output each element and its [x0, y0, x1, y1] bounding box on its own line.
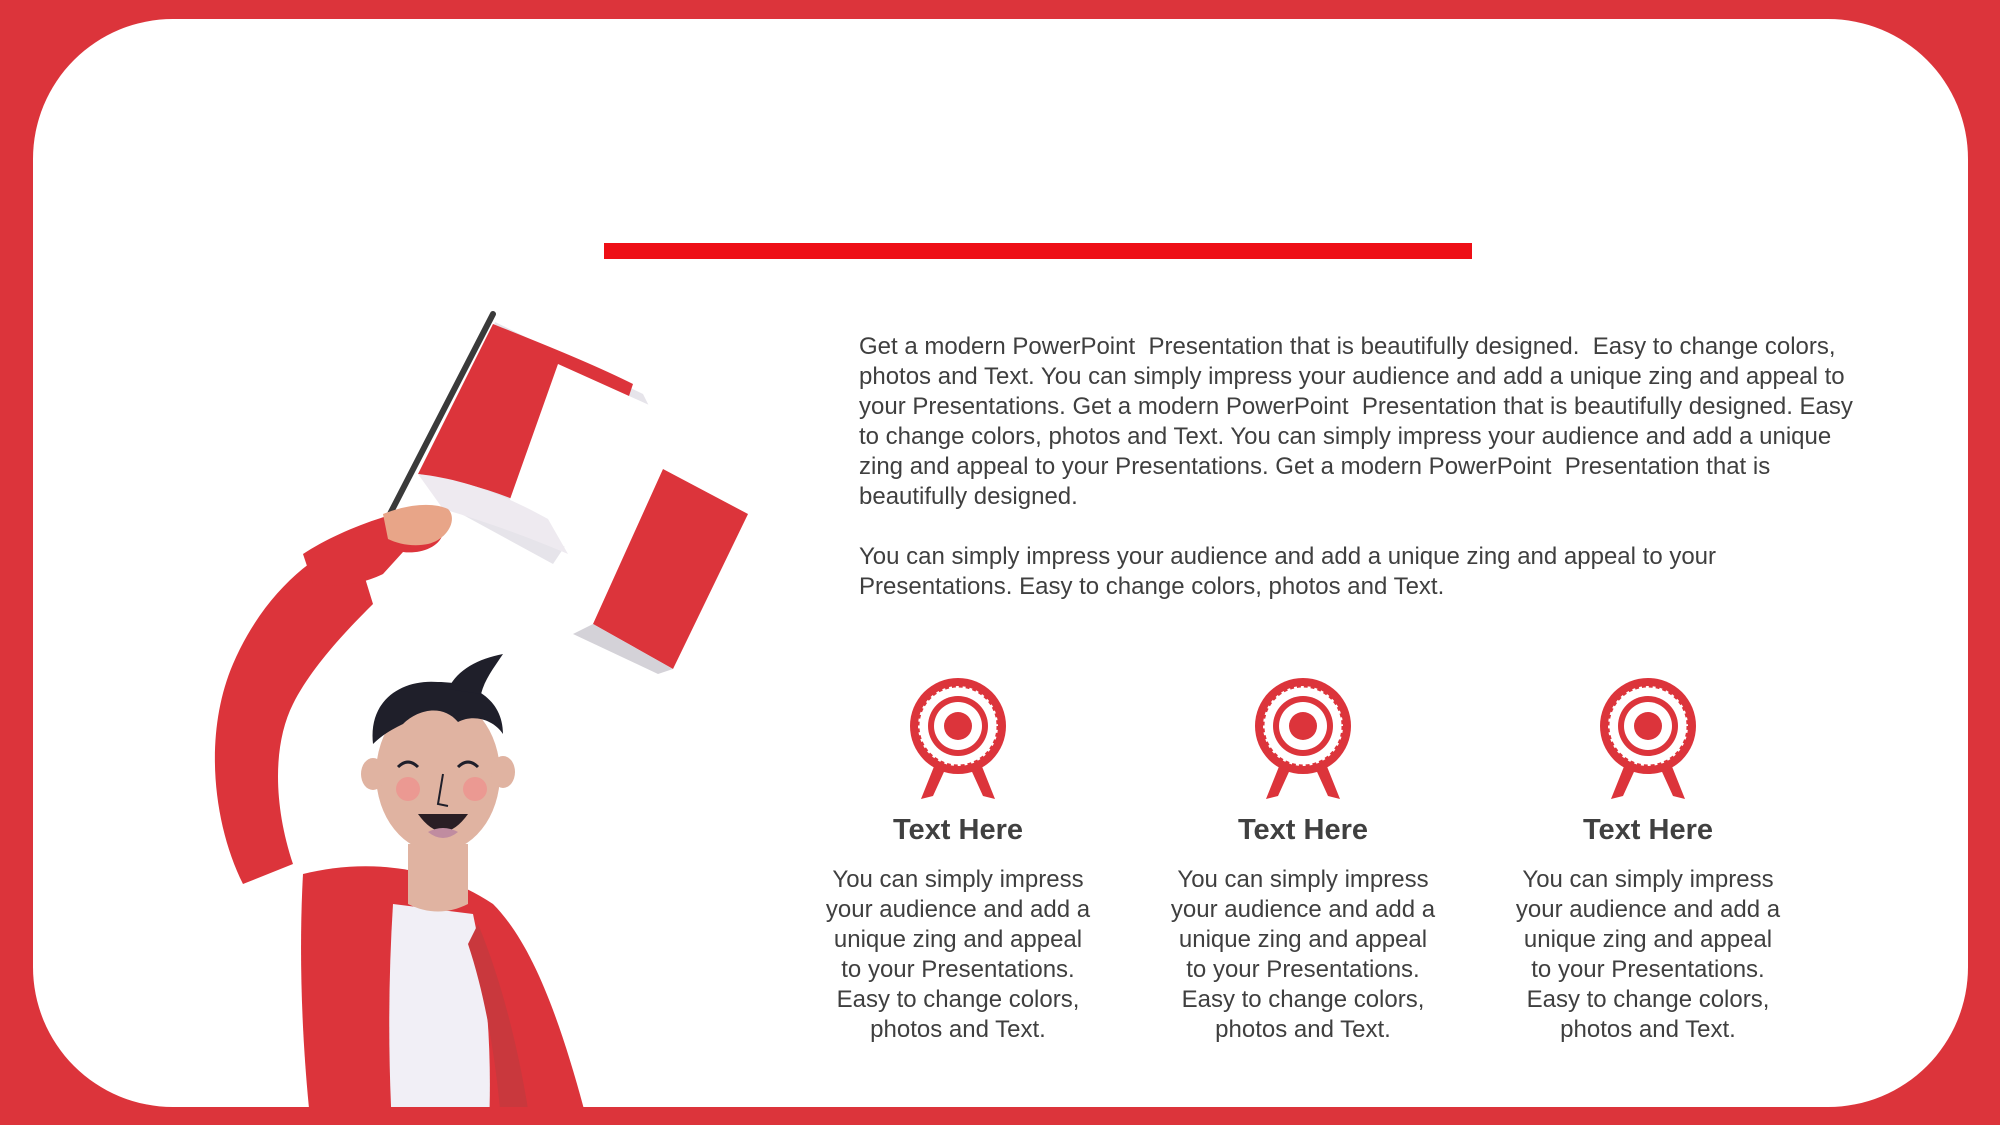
rosette-icon: [1248, 674, 1358, 804]
slide-card: [33, 19, 1968, 1107]
feature-title-3: Text Here: [1582, 814, 1714, 846]
rosette-icon: [1593, 674, 1703, 804]
feature-body-2: You can simply impress your audience and add a unique zing and appeal to your Presentations. Easy to change colors, photos and Text.: [1170, 866, 1436, 1043]
man-waving-flag-illustration: [203, 304, 803, 1107]
feature-body-3: You can simply impress your audience and add a unique zing and appeal to your Presentations. Easy to change colors, photos and Text.: [1515, 866, 1781, 1043]
feature-title-1: Text Here: [892, 814, 1024, 846]
feature-body-1: You can simply impress your audience and add a unique zing and appeal to your Presentations. Easy to change colors, photos and Text.: [825, 866, 1091, 1043]
feature-card-2: [1153, 674, 1453, 1045]
feature-title-2: Text Here: [1237, 814, 1369, 846]
title-accent-bar: [604, 243, 1472, 259]
intro-paragraph-1: Get a modern PowerPoint Presentation that is beautifully designed. Easy to change colors, photos and Text. You can simply impress your audience and add a unique zing and appeal to your Presentations. Get a modern PowerPoint Presentation that is beautifully designed. Easy to change colors, photos and Text. You can simply impress your audience and add a unique zing and appeal to your Presentations. Get a modern PowerPoint Presentation that is beautifully designed.: [859, 333, 1860, 510]
rosette-icon: [903, 674, 1013, 804]
feature-card-1: [808, 674, 1108, 1045]
feature-card-3: [1498, 674, 1798, 1045]
intro-text: [859, 332, 1859, 632]
intro-paragraph-2: You can simply impress your audience and add a unique zing and appeal to your Presentations. Easy to change colors, photos and Text.: [859, 543, 1723, 600]
